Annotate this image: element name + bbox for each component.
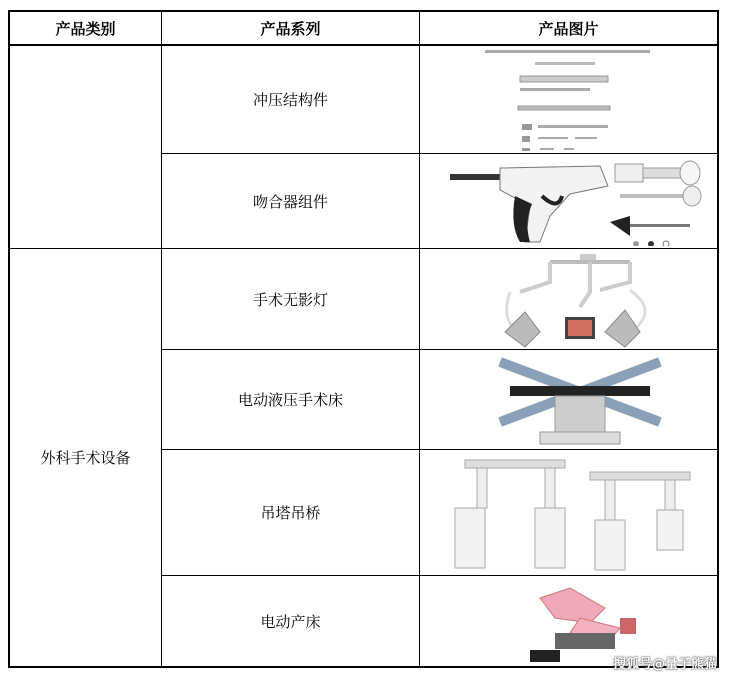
ceiling-pendant-image	[435, 452, 715, 574]
header-image: 产品图片	[538, 19, 599, 38]
surgical-light-image	[480, 252, 690, 348]
category-cell-empty	[10, 46, 161, 248]
header-category: 产品类别	[55, 19, 116, 38]
series-cell: 吻合器组件	[252, 192, 328, 211]
header-series: 产品系列	[260, 19, 321, 38]
series-cell: 吊塔吊桥	[260, 504, 321, 522]
product-table	[8, 10, 719, 668]
watermark: 搜狐号@量子熊猫	[612, 657, 717, 672]
series-cell: 冲压结构件	[252, 91, 328, 109]
stamped-parts-image	[440, 48, 700, 152]
series-cell: 手术无影灯	[252, 290, 328, 309]
column-divider	[419, 12, 420, 666]
series-cell: 电动液压手术床	[237, 391, 343, 409]
category-cell-surgical: 外科手术设备	[40, 449, 131, 467]
stapler-image	[440, 156, 712, 246]
operating-table-image	[490, 352, 670, 448]
series-cell: 电动产床	[260, 612, 321, 631]
